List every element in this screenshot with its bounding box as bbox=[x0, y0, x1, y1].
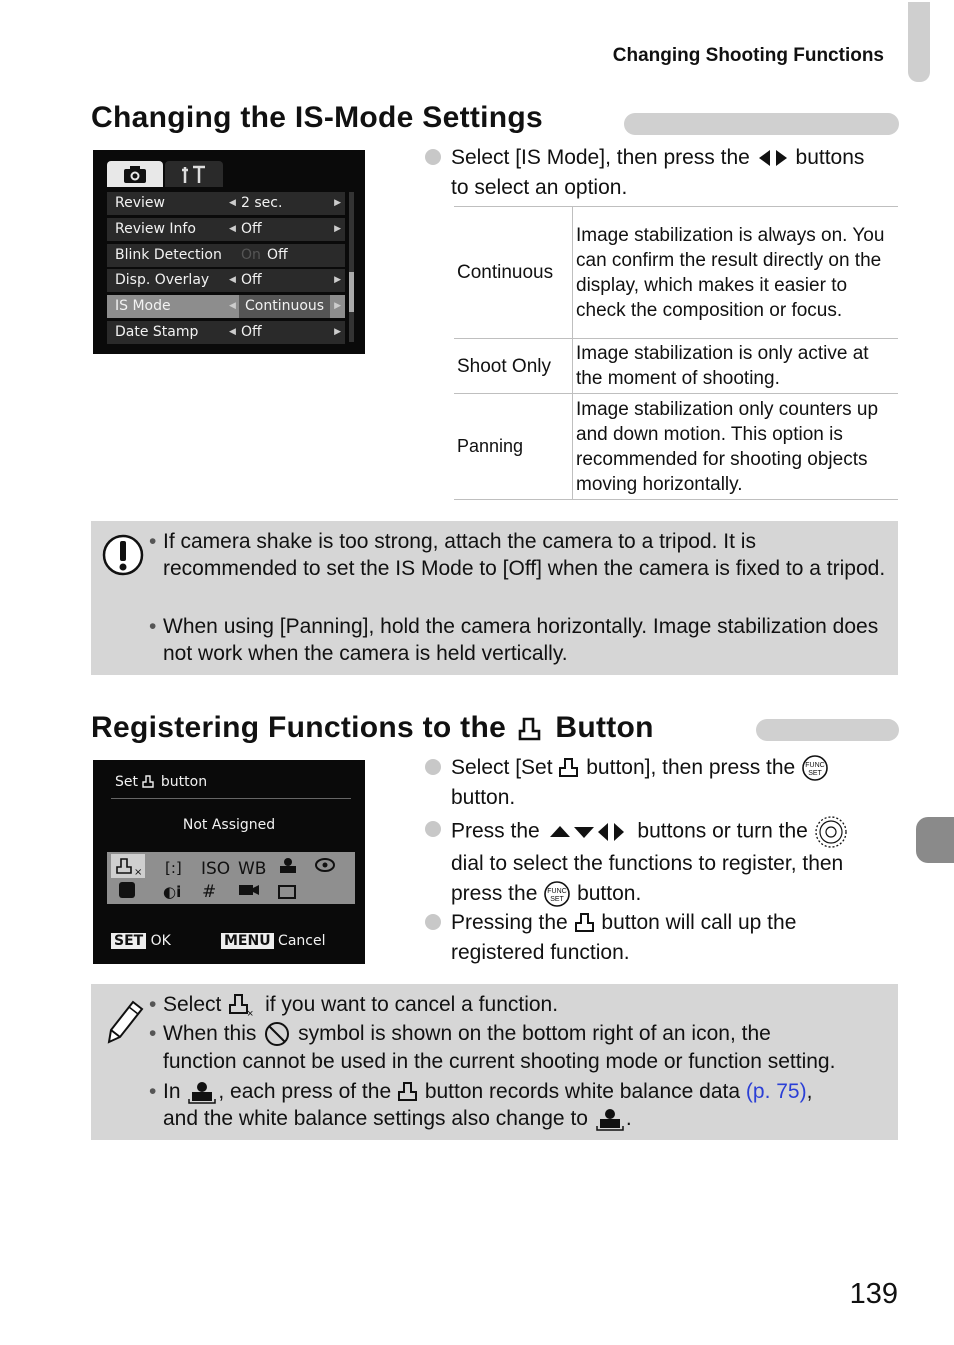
svg-text:SET: SET bbox=[550, 896, 565, 904]
memo-item: • In , each press of the button records white balance data (p. 75), and the white balance settings also change to . bbox=[149, 1080, 813, 1130]
shortcut-button-icon bbox=[515, 714, 547, 744]
svg-text:FUNC: FUNC bbox=[805, 762, 825, 770]
shortcut-button-icon bbox=[397, 1080, 419, 1104]
custom-white-balance-icon bbox=[594, 1107, 626, 1131]
step-bullet bbox=[425, 759, 441, 775]
is-mode-options-table bbox=[454, 206, 898, 500]
iso-icon: ISO bbox=[201, 859, 231, 879]
scrollbar bbox=[349, 192, 354, 342]
memo-item: • When this symbol is shown on the bottom right of an icon, the function cannot be used in the current shooting mode or function setting. bbox=[149, 1022, 836, 1074]
left-right-arrows-icon bbox=[756, 148, 790, 168]
cancel-hint: MENU Cancel bbox=[221, 933, 325, 949]
svg-text:SET: SET bbox=[808, 770, 822, 778]
delete-assignment-icon bbox=[227, 992, 259, 1018]
assigned-status: Not Assigned bbox=[182, 817, 276, 833]
svg-text:×: × bbox=[134, 867, 143, 878]
tab-setup bbox=[165, 161, 223, 187]
menu-row-date-stamp: Date Stamp ◀ Off ▶ bbox=[107, 321, 345, 344]
tab-shooting bbox=[107, 161, 163, 187]
menu-row-review-info: Review Info ◀ Off ▶ bbox=[107, 218, 345, 241]
function-icons bbox=[107, 852, 355, 904]
step-bullet bbox=[425, 821, 441, 837]
shortcut-button-icon bbox=[142, 775, 156, 789]
camera-icon bbox=[107, 161, 163, 187]
heading-bar bbox=[624, 113, 899, 135]
table-row: Panning Image stabilization only counters up and down motion. This option is recommended for shooting objects moving horizontally. bbox=[454, 394, 898, 500]
step-bullet bbox=[425, 149, 441, 165]
chapter-thumb-tab bbox=[908, 2, 930, 82]
svg-text:FUNC: FUNC bbox=[547, 888, 567, 896]
page-link[interactable]: (p. 75) bbox=[745, 1080, 807, 1103]
menu-row-review: Review ◀ 2 sec. ▶ bbox=[107, 192, 345, 215]
step-1: Select [Set button], then press the FUNC SET button. bbox=[451, 753, 898, 813]
function-icons-grid bbox=[107, 852, 355, 904]
memo-item: • Select × if you want to cancel a function. bbox=[149, 993, 559, 1019]
instruction-is-mode: Select [IS Mode], then press the buttons to select an option. bbox=[451, 146, 865, 199]
running-head: Changing Shooting Functions bbox=[612, 45, 884, 66]
text-icon bbox=[119, 882, 135, 898]
step-3: Pressing the button will call up the registered function. bbox=[451, 911, 797, 964]
func-set-button-icon bbox=[543, 880, 571, 908]
heading-bar bbox=[756, 719, 899, 741]
shortcut-button-icon bbox=[574, 911, 596, 935]
chapter-side-tab bbox=[916, 817, 954, 863]
section-title-is-mode: Changing the IS-Mode Settings bbox=[91, 101, 544, 134]
pencil-icon bbox=[105, 1000, 145, 1044]
step-bullet bbox=[425, 914, 441, 930]
unavailable-icon bbox=[262, 1020, 292, 1048]
menu-row-blink-detection: Blink Detection On Off bbox=[107, 244, 345, 267]
screen-heading: Set button bbox=[115, 774, 208, 790]
menu-row-is-mode: IS Mode ◀ Continuous ▶ bbox=[107, 295, 345, 318]
movie-icon bbox=[239, 885, 253, 895]
custom-white-balance-icon bbox=[186, 1080, 218, 1104]
table-row: Shoot Only Image stabilization is only active at the moment of shooting. bbox=[454, 339, 898, 394]
step-2: Press the buttons or turn the dial to select the functions to register, then press the FUNC SET button. bbox=[451, 815, 898, 909]
table-row: Continuous Image stabilization is always on. You can confirm the result directly on the display, which makes it easier to check the composition or focus. bbox=[454, 207, 898, 339]
caution-icon bbox=[101, 533, 145, 577]
camera-screen-is-mode bbox=[93, 150, 365, 354]
control-dial-icon bbox=[814, 815, 848, 849]
svg-text:×: × bbox=[247, 1008, 254, 1019]
tools-icon bbox=[165, 161, 223, 187]
caution-box bbox=[91, 521, 898, 675]
memo-box bbox=[91, 984, 898, 1140]
caution-item: • If camera shake is too strong, attach the camera to a tripod. It is recommended to set the IS Mode to [Off] when the camera is fixed to a tripod. bbox=[149, 530, 886, 580]
custom-wb-icon bbox=[280, 866, 296, 873]
wb-icon: WB bbox=[238, 859, 267, 879]
section-title-register-functions: Registering Functions to the Button bbox=[91, 711, 654, 744]
display-icon bbox=[279, 886, 295, 898]
face-select-icon: [:] bbox=[165, 859, 182, 877]
page-number: 139 bbox=[849, 1278, 898, 1310]
i-contrast-icon: ◐i bbox=[163, 883, 182, 901]
ok-hint: SET OK bbox=[111, 933, 171, 949]
shortcut-button-icon bbox=[558, 756, 580, 780]
func-set-button-icon bbox=[801, 754, 829, 782]
menu-row-disp-overlay: Disp. Overlay ◀ Off ▶ bbox=[107, 269, 345, 292]
grid-icon: # bbox=[202, 882, 217, 902]
caution-item: • When using [Panning], hold the camera horizontally. Image stabilization does not work when the camera is held vertically. bbox=[149, 615, 879, 665]
camera-screen-shortcut bbox=[93, 760, 365, 964]
four-way-arrows-icon bbox=[546, 821, 632, 843]
